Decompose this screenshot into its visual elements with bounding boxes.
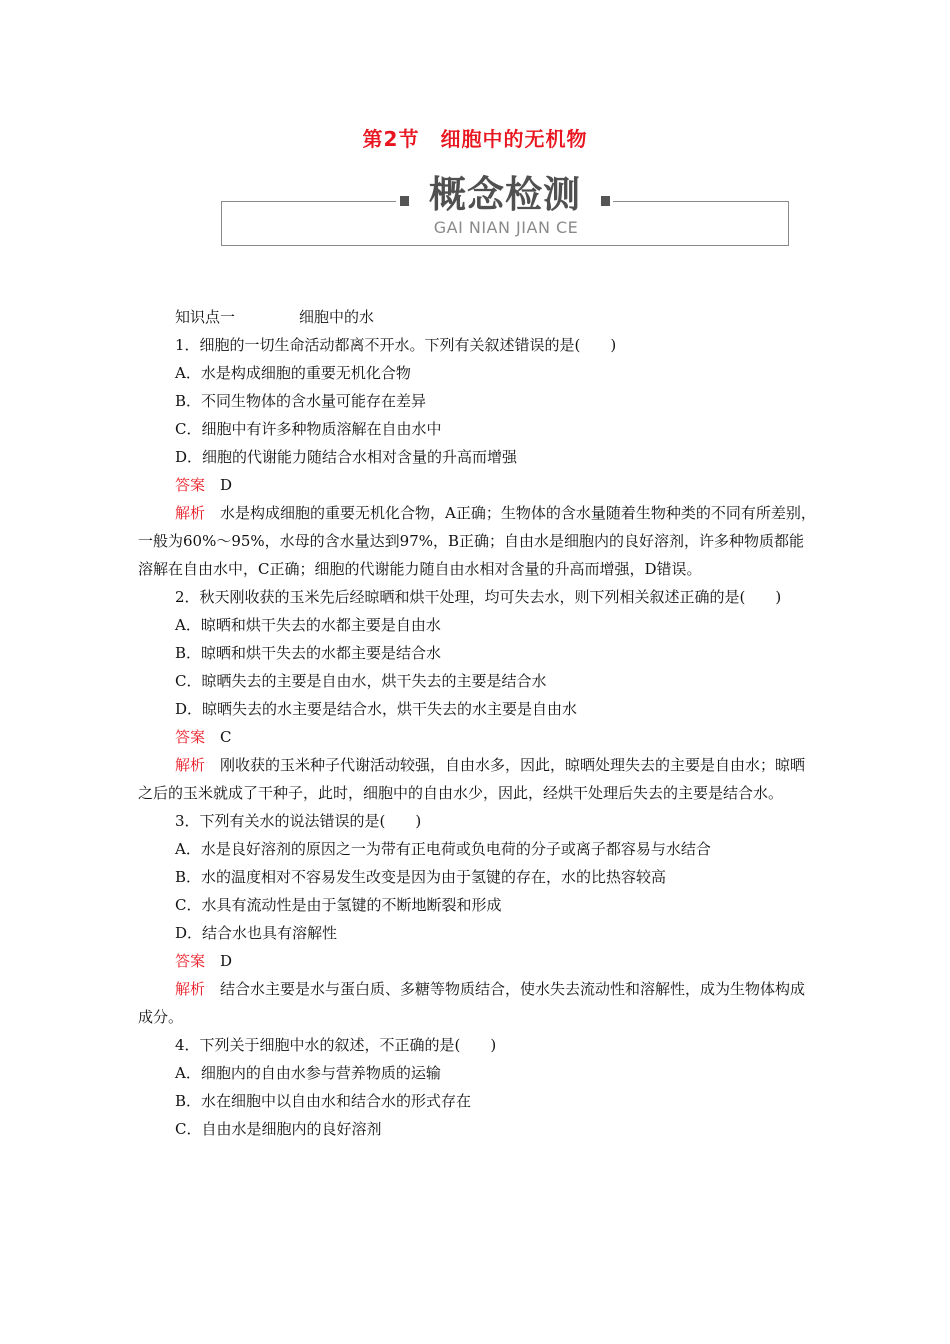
section-heading (138, 303, 818, 331)
question-4-option-b: B．水在细胞中以自由水和结合水的形式存在 (175, 1092, 472, 1110)
question-1-answer (138, 471, 818, 499)
question-3-option-c: C．水具有流动性是由于氢键的不断地断裂和形成 (175, 896, 502, 914)
answer-value: C (220, 728, 232, 746)
question-3-analysis (138, 975, 818, 1031)
question-3-option-a: A．水是良好溶剂的原因之一为带有正电荷或负电荷的分子或离子都容易与水结合 (175, 840, 711, 858)
question-3-option-b: B．水的温度相对不容易发生改变是因为由于氢键的存在，水的比热容较高 (175, 868, 667, 886)
question-1-option-d: D．细胞的代谢能力随结合水相对含量的升高而增强 (175, 448, 518, 466)
question-2-option-a: A．晾晒和烘干失去的水都主要是自由水 (175, 616, 441, 634)
question-2-answer (138, 723, 818, 751)
question-4-option-a: A．细胞内的自由水参与营养物质的运输 (175, 1064, 441, 1082)
analysis-label: 解析 (175, 980, 206, 998)
question-2-analysis (138, 751, 818, 807)
banner-square-left (400, 196, 409, 206)
answer-value: D (220, 476, 233, 494)
question-2-stem: 2．秋天刚收获的玉米先后经晾晒和烘干处理，均可失去水，则下列相关叙述正确的是( ) (175, 588, 782, 606)
analysis-text: 结合水主要是水与蛋白质、多糖等物质结合，使水失去流动性和溶解性，成为生物体构成成分。 (138, 980, 806, 1026)
question-3-answer (138, 947, 818, 975)
question-1-stem: 1．细胞的一切生命活动都离不开水。下列有关叙述错误的是( ) (175, 336, 617, 354)
question-1-option-b: B．不同生物体的含水量可能存在差异 (175, 392, 427, 410)
page-title: 第2节 细胞中的无机物 (362, 127, 588, 151)
answer-value: D (220, 952, 233, 970)
section-name: 细胞中的水 (299, 308, 375, 326)
answer-label: 答案 (175, 952, 206, 970)
question-4-option-c: C．自由水是细胞内的良好溶剂 (175, 1120, 382, 1138)
analysis-label: 解析 (175, 504, 206, 522)
analysis-text: 水是构成细胞的重要无机化合物，A正确；生物体的含水量随着生物种类的不同有所差别，一般为60%～95%，水母的含水量达到97%，B正确；自由水是细胞内的良好溶剂，许多种物质都能溶解在自由水中，C正确；细胞的代谢能力随自由水相对含量的升高而增强，D错误。 (138, 504, 816, 578)
question-3-stem: 3．下列有关水的说法错误的是( ) (175, 812, 422, 830)
question-1-option-c: C．细胞中有许多种物质溶解在自由水中 (175, 420, 442, 438)
document-body (138, 303, 818, 1143)
question-2-option-d: D．晾晒失去的水主要是结合水，烘干失去的水主要是自由水 (175, 700, 578, 718)
analysis-text: 刚收获的玉米种子代谢活动较强，自由水多，因此，晾晒处理失去的主要是自由水；晾晒之后的玉米就成了干种子，此时，细胞中的自由水少，因此，经烘干处理后失去的主要是结合水。 (138, 756, 806, 802)
question-4-stem: 4．下列关于细胞中水的叙述，不正确的是( ) (175, 1036, 497, 1054)
section-label: 知识点一 (175, 308, 236, 326)
analysis-label: 解析 (175, 756, 206, 774)
question-2-option-b: B．晾晒和烘干失去的水都主要是结合水 (175, 644, 442, 662)
question-1-analysis (138, 499, 818, 583)
answer-label: 答案 (175, 728, 206, 746)
question-1-option-a: A．水是构成细胞的重要无机化合物 (175, 364, 411, 382)
section-banner (221, 172, 789, 246)
banner-heading: 概念检测 (429, 173, 581, 216)
banner-square-right (601, 196, 610, 206)
answer-label: 答案 (175, 476, 206, 494)
question-2-option-c: C．晾晒失去的主要是自由水，烘干失去的主要是结合水 (175, 672, 547, 690)
banner-subtitle: GAI NIAN JIAN CE (433, 218, 579, 237)
question-3-option-d: D．结合水也具有溶解性 (175, 924, 338, 942)
